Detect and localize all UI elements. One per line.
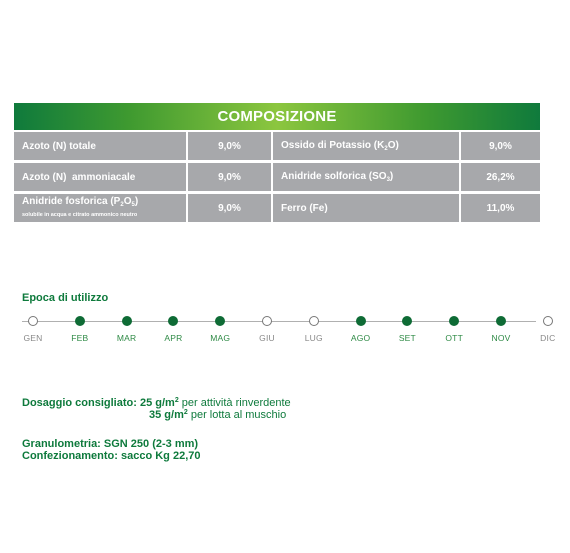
month-active-dot (168, 316, 178, 326)
usage-period-title: Epoca di utilizzo (22, 292, 109, 304)
solubility-note: solubile in acqua e citrato ammonico neutro (22, 211, 138, 218)
month-label: MAR (116, 333, 137, 343)
month-inactive-dot (28, 316, 38, 326)
month-item (479, 314, 523, 343)
nutrient-value-text: 26,2% (486, 171, 515, 183)
composition-title: COMPOSIZIONE (217, 108, 337, 125)
nutrient-value (188, 194, 271, 222)
dosage-purpose: per lotta al muschio (190, 409, 287, 421)
nutrient-value-text: 11,0% (486, 202, 515, 214)
month-item (339, 314, 383, 343)
month-active-dot (449, 316, 459, 326)
dosage-amount: 35 $g/m^2$ (149, 409, 188, 421)
month-inactive-dot (309, 316, 319, 326)
nutrient-value-text: 9,0% (218, 202, 241, 214)
nutrient-label-text: Anidride fosforica $(P_2O_5)$ (22, 195, 139, 208)
month-label: AGO (350, 333, 371, 343)
month-active-dot (122, 316, 132, 326)
nutrient-label (273, 132, 459, 160)
month-active-dot (215, 316, 225, 326)
nutrient-value-text: 9,0% (218, 171, 241, 183)
nutrient-label-text: Anidride solforica $(SO_3)$ (281, 171, 394, 183)
month-item (432, 314, 476, 343)
month-item (105, 314, 149, 343)
nutrient-label-text: Azoto (N) totale (22, 140, 96, 152)
nutrient-value (461, 194, 540, 222)
month-label: MAG (210, 333, 231, 343)
month-label: DIC (540, 333, 556, 343)
month-label: APR (164, 333, 183, 343)
nutrient-label (14, 194, 186, 222)
nutrient-value-text: 9,0% (489, 140, 512, 152)
month-item (58, 314, 102, 343)
product-info (22, 438, 201, 462)
nutrient-label (14, 132, 186, 160)
composition-row (14, 163, 540, 192)
month-label: GEN (23, 333, 43, 343)
nutrient-label-text: Ossido di Potassio $(K_2O)$ (281, 140, 399, 152)
dosage-label: Dosaggio consigliato: (22, 397, 137, 409)
composition-row (14, 194, 540, 223)
month-active-dot (75, 316, 85, 326)
composition-table (14, 103, 540, 224)
month-active-dot (496, 316, 506, 326)
month-inactive-dot (543, 316, 553, 326)
nutrient-label (14, 163, 186, 191)
month-label: FEB (71, 333, 89, 343)
composition-row (14, 132, 540, 161)
nutrient-value (461, 163, 540, 191)
nutrient-label-text: Ferro (Fe) (281, 202, 328, 214)
month-label: GIU (259, 333, 275, 343)
month-item (292, 314, 336, 343)
dosage-purpose: per attività rinverdente (181, 397, 291, 409)
packaging-text: Confezionamento: sacco Kg 22,70 (22, 450, 201, 462)
granulometry-text: Granulometria: SGN 250 (2-3 mm) (22, 438, 199, 450)
dosage-line-1 (22, 397, 291, 409)
nutrient-label-text: Azoto (N) ammoniacale (22, 171, 136, 183)
month-item (245, 314, 289, 343)
dosage-block (22, 397, 291, 421)
dosage-amount: 25 $g/m^2$ (139, 397, 179, 409)
month-item (526, 314, 570, 343)
month-item (385, 314, 429, 343)
month-label: OTT (445, 333, 463, 343)
nutrient-value (461, 132, 540, 160)
nutrient-value (188, 163, 271, 191)
nutrient-value (188, 132, 271, 160)
month-active-dot (402, 316, 412, 326)
month-item (11, 314, 55, 343)
month-inactive-dot (262, 316, 272, 326)
month-label: LUG (304, 333, 323, 343)
month-active-dot (356, 316, 366, 326)
dosage-line-2 (149, 409, 286, 421)
composition-header (14, 103, 540, 130)
month-label: SET (398, 333, 416, 343)
nutrient-label (273, 163, 459, 191)
month-label: NOV (491, 333, 511, 343)
month-item (151, 314, 195, 343)
nutrient-value-text: 9,0% (218, 140, 241, 152)
month-item (198, 314, 242, 343)
nutrient-label (273, 194, 459, 222)
